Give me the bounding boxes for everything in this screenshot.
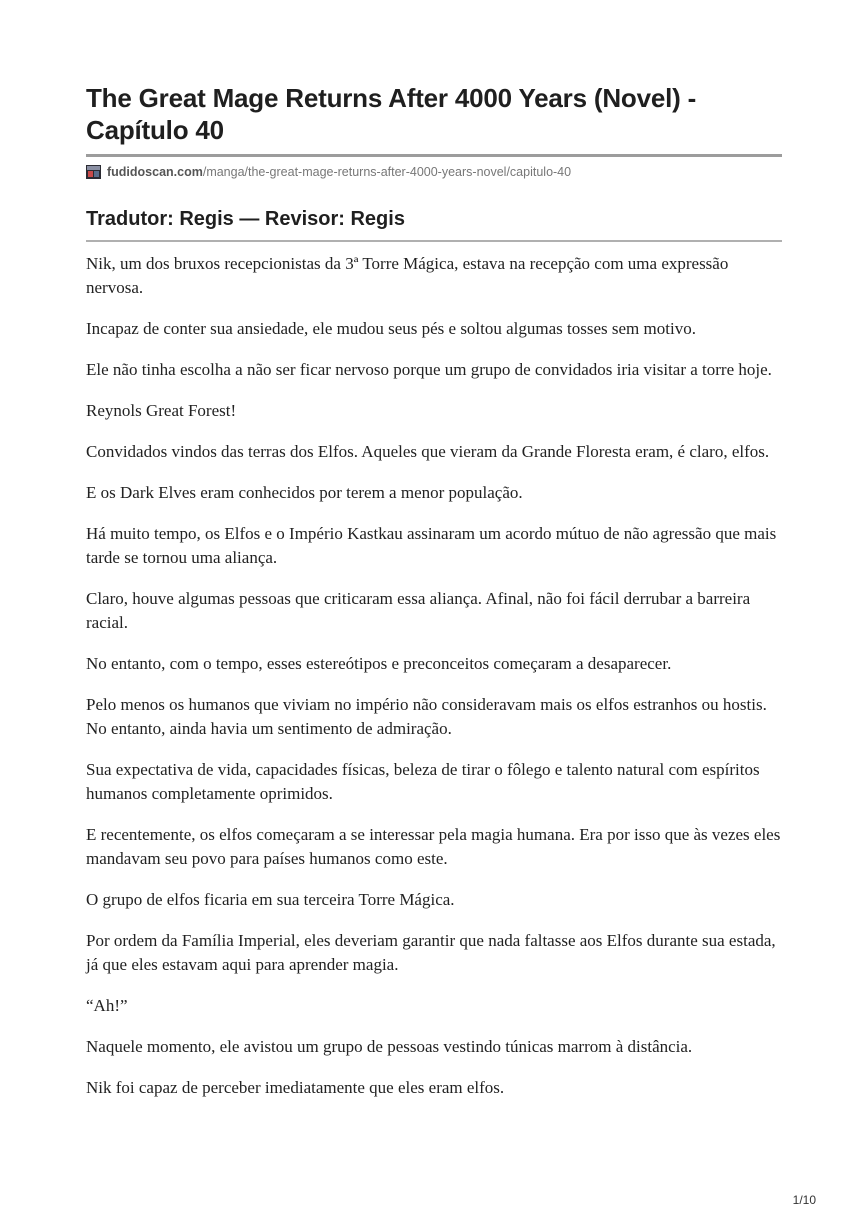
paragraph: No entanto, com o tempo, esses estereótipos e preconceitos começaram a desaparecer. <box>86 654 672 673</box>
paragraph: O grupo de elfos ficaria em sua terceira Torre Mágica. <box>86 890 455 909</box>
paragraph: Nik, um dos bruxos recepcionistas da 3ª Torre Mágica, estava na recepção com uma expressão nervosa. <box>86 254 729 297</box>
paragraph: Convidados vindos das terras dos Elfos. Aqueles que vieram da Grande Floresta eram, é claro, elfos. <box>86 442 770 461</box>
source-path[interactable]: /manga/the-great-mage-returns-after-4000-years-novel/capitulo-40 <box>202 165 572 179</box>
paragraph: Incapaz de conter sua ansiedade, ele mudou seus pés e soltou algumas tosses sem motivo. <box>86 319 696 338</box>
paragraph: Naquele momento, ele avistou um grupo de pessoas vestindo túnicas marrom à distância. <box>86 1037 693 1056</box>
paragraph: Há muito tempo, os Elfos e o Império Kastkau assinaram um acordo mútuo de não agressão que mais tarde se tornou uma aliança. <box>86 524 777 567</box>
paragraph: Pelo menos os humanos que viviam no império não consideravam mais os elfos estranhos ou hostis. No entanto, ainda havia um sentimento de admiração. <box>86 695 767 738</box>
paragraph: Por ordem da Família Imperial, eles deveriam garantir que nada faltasse aos Elfos durante sua estada, já que eles estavam aqui para aprender magia. <box>86 931 776 974</box>
paragraph: Sua expectativa de vida, capacidades físicas, beleza de tirar o fôlego e talento natural com espíritos humanos completamente oprimidos. <box>86 760 760 803</box>
translator-credits: Tradutor: Regis — Revisor: Regis <box>86 208 405 230</box>
page-indicator: 1/10 <box>792 1193 816 1207</box>
title-divider <box>86 154 782 157</box>
page-title: The Great Mage Returns After 4000 Years (Novel) - Capítulo 40 <box>86 83 697 145</box>
paragraph: E os Dark Elves eram conhecidos por terem a menor população. <box>86 483 523 502</box>
article-body <box>86 252 782 1100</box>
paragraph: E recentemente, os elfos começaram a se interessar pela magia humana. Era por isso que às vezes eles mandavam seu povo para países humanos como este. <box>86 825 781 868</box>
source-domain[interactable]: fudidoscan.com <box>107 165 203 179</box>
document-page <box>86 82 782 1117</box>
paragraph: Reynols Great Forest! <box>86 401 237 420</box>
paragraph: Nik foi capaz de perceber imediatamente que eles eram elfos. <box>86 1078 505 1097</box>
paragraph: Claro, houve algumas pessoas que criticaram essa aliança. Afinal, não foi fácil derrubar a barreira racial. <box>86 589 751 632</box>
favicon-icon <box>86 165 101 179</box>
source-link[interactable] <box>86 162 782 182</box>
subtitle-divider <box>86 240 782 242</box>
paragraph: Ele não tinha escolha a não ser ficar nervoso porque um grupo de convidados iria visitar a torre hoje. <box>86 360 772 379</box>
paragraph: “Ah!” <box>86 996 128 1015</box>
